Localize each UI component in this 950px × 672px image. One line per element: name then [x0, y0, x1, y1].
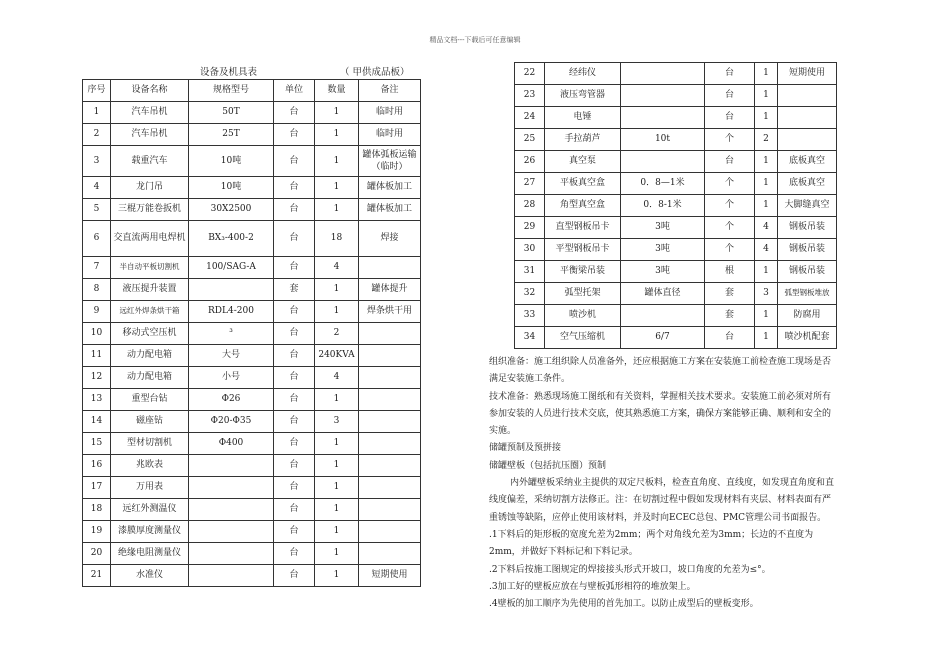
table-row — [83, 367, 421, 389]
cell-spec: 30X2500 — [189, 199, 274, 221]
cell-note: 罐体提升 — [359, 279, 421, 301]
cell-spec — [189, 477, 274, 499]
cell-note — [359, 477, 421, 499]
cell-note — [359, 521, 421, 543]
table-row — [515, 305, 837, 327]
table-row — [515, 217, 837, 239]
cell-no: 21 — [83, 565, 111, 587]
cell-note — [359, 367, 421, 389]
cell-unit: 台 — [705, 63, 755, 85]
cell-name: 交直流两用电焊机 — [111, 221, 189, 257]
cell-note: 大脚缝真空 — [778, 195, 837, 217]
table-row — [83, 477, 421, 499]
cell-no: 34 — [515, 327, 545, 349]
cell-spec: 3吨 — [621, 261, 705, 283]
column-header: 单位 — [274, 80, 315, 102]
cell-qty: 1 — [315, 521, 359, 543]
cell-qty: 1 — [315, 102, 359, 124]
cell-name: 磁座钻 — [111, 411, 189, 433]
body-paragraph: .2下料后按施工图规定的焊接接头形式开坡口，坡口角度的允差为≤°。 — [489, 564, 771, 575]
cell-no: 7 — [83, 257, 111, 279]
cell-name: 远红外焊条烘干箱 — [111, 301, 189, 323]
cell-qty: 1 — [315, 146, 359, 177]
cell-name: 喷沙机 — [545, 305, 621, 327]
cell-name: 液压弯管器 — [545, 85, 621, 107]
cell-qty: 1 — [315, 199, 359, 221]
cell-qty: 4 — [755, 217, 778, 239]
cell-unit: 套 — [274, 279, 315, 301]
cell-no: 2 — [83, 124, 111, 146]
table-row — [83, 257, 421, 279]
cell-spec: BX₃-400-2 — [189, 221, 274, 257]
cell-qty: 1 — [755, 327, 778, 349]
cell-qty: 1 — [315, 279, 359, 301]
table-row — [83, 345, 421, 367]
cell-unit: 台 — [274, 367, 315, 389]
cell-spec: 6/7 — [621, 327, 705, 349]
column-header: 序号 — [83, 80, 111, 102]
table-row — [515, 173, 837, 195]
cell-no: 25 — [515, 129, 545, 151]
cell-spec: 大号 — [189, 345, 274, 367]
cell-name: 水准仪 — [111, 565, 189, 587]
cell-no: 30 — [515, 239, 545, 261]
cell-note: 临时用 — [359, 102, 421, 124]
table-row — [83, 543, 421, 565]
cell-note: 焊条烘干用 — [359, 301, 421, 323]
cell-no: 6 — [83, 221, 111, 257]
cell-name: 龙门吊 — [111, 177, 189, 199]
cell-spec — [621, 305, 705, 327]
body-paragraph: .3加工好的壁板应放在与壁板弧形相符的堆放架上。 — [489, 581, 696, 592]
table-row — [83, 301, 421, 323]
table-row — [515, 85, 837, 107]
cell-name: 半自动平板切割机 — [111, 257, 189, 279]
cell-qty: 1 — [755, 173, 778, 195]
column-header: 规格型号 — [189, 80, 274, 102]
cell-note: 短期使用 — [359, 565, 421, 587]
cell-note: 临时用 — [359, 124, 421, 146]
cell-spec — [621, 63, 705, 85]
table-row — [83, 102, 421, 124]
cell-name: 真空泵 — [545, 151, 621, 173]
cell-spec: 小号 — [189, 367, 274, 389]
column-header: 数量 — [315, 80, 359, 102]
table-row — [83, 199, 421, 221]
cell-unit: 台 — [274, 565, 315, 587]
cell-note — [359, 345, 421, 367]
cell-no: 16 — [83, 455, 111, 477]
body-paragraph: .1下料后的矩形板的宽度允差为2mm；两个对角线允差为3mm；长边的不直度为2mm，并做好下料标记和下料记录。 — [489, 529, 814, 558]
column-header: 设备名称 — [111, 80, 189, 102]
cell-no: 5 — [83, 199, 111, 221]
cell-note: 钢板吊装 — [778, 217, 837, 239]
table-subtitle: （ 甲供成品板） — [340, 67, 410, 78]
cell-name: 弧型托架 — [545, 283, 621, 305]
cell-note — [778, 107, 837, 129]
cell-no: 33 — [515, 305, 545, 327]
cell-unit: 台 — [705, 85, 755, 107]
cell-name: 平板真空盒 — [545, 173, 621, 195]
cell-note — [778, 85, 837, 107]
table-row — [515, 283, 837, 305]
cell-unit: 台 — [274, 389, 315, 411]
cell-no: 31 — [515, 261, 545, 283]
cell-qty: 1 — [315, 389, 359, 411]
body-paragraph: 内外罐壁板采纳业主提供的双定尺板料，检查直角度、直线度，如发现直角度和直线度偏差，采纳切割方法修正。注：在切割过程中假如发现材料有夹层、材料表面有严重锈蚀等缺陷，应停止使用该材料，并及时向ECEC总包、PMC管理公司书面报告。 — [489, 478, 835, 523]
cell-name: 汽车吊机 — [111, 124, 189, 146]
cell-unit: 台 — [274, 177, 315, 199]
cell-qty: 4 — [315, 257, 359, 279]
cell-unit: 台 — [274, 345, 315, 367]
cell-spec — [189, 543, 274, 565]
cell-no: 28 — [515, 195, 545, 217]
cell-no: 1 — [83, 102, 111, 124]
cell-note: 钢板吊装 — [778, 239, 837, 261]
cell-name: 载重汽车 — [111, 146, 189, 177]
cell-qty: 2 — [315, 323, 359, 345]
cell-qty: 1 — [315, 543, 359, 565]
cell-spec: 100/SAG-A — [189, 257, 274, 279]
cell-qty: 1 — [755, 63, 778, 85]
cell-note: 罐体弧板运输（临时） — [359, 146, 421, 177]
table-row — [83, 433, 421, 455]
cell-spec: 3吨 — [621, 217, 705, 239]
cell-spec: 10吨 — [189, 177, 274, 199]
cell-no: 29 — [515, 217, 545, 239]
cell-unit: 个 — [705, 173, 755, 195]
cell-unit: 套 — [705, 283, 755, 305]
cell-spec: 50T — [189, 102, 274, 124]
cell-unit: 台 — [705, 107, 755, 129]
cell-qty: 1 — [315, 477, 359, 499]
cell-spec: Φ26 — [189, 389, 274, 411]
cell-spec — [621, 85, 705, 107]
cell-unit: 台 — [274, 199, 315, 221]
cell-note — [359, 323, 421, 345]
table-row — [515, 63, 837, 85]
cell-no: 19 — [83, 521, 111, 543]
table-row — [83, 221, 421, 257]
cell-no: 24 — [515, 107, 545, 129]
cell-name: 经纬仪 — [545, 63, 621, 85]
cell-note: 底板真空 — [778, 173, 837, 195]
cell-no: 17 — [83, 477, 111, 499]
cell-name: 角型真空盒 — [545, 195, 621, 217]
table-row — [83, 499, 421, 521]
body-paragraph: .4壁板的加工顺序为先使用的首先加工。以防止成型后的壁板变形。 — [489, 599, 759, 610]
cell-unit: 个 — [705, 195, 755, 217]
cell-qty: 3 — [755, 283, 778, 305]
cell-name: 动力配电箱 — [111, 367, 189, 389]
cell-unit: 台 — [274, 499, 315, 521]
cell-spec: 25T — [189, 124, 274, 146]
cell-qty: 1 — [315, 565, 359, 587]
cell-qty: 1 — [315, 177, 359, 199]
cell-no: 15 — [83, 433, 111, 455]
cell-no: 9 — [83, 301, 111, 323]
cell-spec: 0．8-1米 — [621, 195, 705, 217]
cell-spec: ³ — [189, 323, 274, 345]
cell-unit: 台 — [705, 151, 755, 173]
cell-spec: 0．8—1米 — [621, 173, 705, 195]
cell-qty: 1 — [315, 301, 359, 323]
header-note: 精品文档---下载后可任意编辑 — [429, 36, 521, 44]
cell-note — [359, 433, 421, 455]
cell-qty: 1 — [315, 499, 359, 521]
cell-spec: 10t — [621, 129, 705, 151]
cell-note: 短期使用 — [778, 63, 837, 85]
table-row — [515, 261, 837, 283]
cell-spec: Φ400 — [189, 433, 274, 455]
table-header-row — [83, 80, 421, 102]
cell-unit: 个 — [705, 217, 755, 239]
cell-note — [778, 129, 837, 151]
cell-no: 13 — [83, 389, 111, 411]
cell-note — [359, 499, 421, 521]
cell-note — [359, 257, 421, 279]
cell-unit: 个 — [705, 129, 755, 151]
cell-spec: RDL4-200 — [189, 301, 274, 323]
table-row — [515, 129, 837, 151]
cell-name: 直型钢板吊卡 — [545, 217, 621, 239]
cell-unit: 台 — [274, 102, 315, 124]
cell-unit: 台 — [274, 455, 315, 477]
cell-name: 空气压缩机 — [545, 327, 621, 349]
cell-spec — [189, 521, 274, 543]
cell-qty: 1 — [755, 85, 778, 107]
cell-unit: 台 — [274, 477, 315, 499]
cell-no: 11 — [83, 345, 111, 367]
cell-qty: 1 — [315, 455, 359, 477]
cell-unit: 台 — [274, 257, 315, 279]
cell-spec — [189, 565, 274, 587]
table-row — [83, 124, 421, 146]
cell-unit: 台 — [274, 221, 315, 257]
cell-qty: 4 — [315, 367, 359, 389]
table-title-row — [82, 64, 420, 78]
table-row — [515, 195, 837, 217]
cell-note: 弧型钢板堆放 — [778, 283, 837, 305]
cell-qty: 1 — [755, 305, 778, 327]
cell-name: 万用表 — [111, 477, 189, 499]
cell-note — [359, 411, 421, 433]
cell-spec — [189, 499, 274, 521]
cell-no: 32 — [515, 283, 545, 305]
table-row — [83, 279, 421, 301]
cell-note: 防腐用 — [778, 305, 837, 327]
cell-no: 23 — [515, 85, 545, 107]
cell-spec: Φ20-Φ35 — [189, 411, 274, 433]
table-row — [83, 521, 421, 543]
cell-unit: 台 — [274, 301, 315, 323]
body-text — [489, 354, 839, 613]
cell-no: 14 — [83, 411, 111, 433]
table-row — [83, 146, 421, 177]
cell-qty: 1 — [755, 261, 778, 283]
cell-no: 10 — [83, 323, 111, 345]
cell-name: 漆膜厚度测量仪 — [111, 521, 189, 543]
cell-no: 18 — [83, 499, 111, 521]
cell-note — [359, 455, 421, 477]
cell-no: 26 — [515, 151, 545, 173]
cell-no: 20 — [83, 543, 111, 565]
table-row — [83, 455, 421, 477]
cell-name: 手拉葫芦 — [545, 129, 621, 151]
cell-no: 27 — [515, 173, 545, 195]
cell-unit: 台 — [274, 323, 315, 345]
cell-no: 3 — [83, 146, 111, 177]
table-row — [83, 389, 421, 411]
cell-name: 型材切割机 — [111, 433, 189, 455]
body-paragraph: 储罐壁板（包括抗压圈）预制 — [489, 460, 607, 471]
cell-unit: 个 — [705, 239, 755, 261]
cell-qty: 1 — [755, 107, 778, 129]
cell-qty: 1 — [315, 433, 359, 455]
cell-unit: 台 — [274, 124, 315, 146]
table-row — [83, 565, 421, 587]
cell-name: 动力配电箱 — [111, 345, 189, 367]
cell-name: 汽车吊机 — [111, 102, 189, 124]
cell-note: 底板真空 — [778, 151, 837, 173]
table-row — [83, 177, 421, 199]
cell-name: 绝缘电阻测量仪 — [111, 543, 189, 565]
cell-name: 平衡梁吊装 — [545, 261, 621, 283]
cell-note: 喷沙机配套 — [778, 327, 837, 349]
cell-qty: 4 — [755, 239, 778, 261]
cell-note — [359, 543, 421, 565]
cell-spec: 3吨 — [621, 239, 705, 261]
equipment-table-right — [514, 62, 837, 349]
cell-name: 三棍万能卷扳机 — [111, 199, 189, 221]
cell-unit: 台 — [274, 146, 315, 177]
cell-name: 远红外测温仪 — [111, 499, 189, 521]
cell-qty: 2 — [755, 129, 778, 151]
cell-unit: 根 — [705, 261, 755, 283]
cell-name: 兆欧表 — [111, 455, 189, 477]
cell-name: 液压提升装置 — [111, 279, 189, 301]
cell-unit: 台 — [274, 433, 315, 455]
table-row — [515, 239, 837, 261]
cell-qty: 240KVA — [315, 345, 359, 367]
table-row — [83, 323, 421, 345]
cell-qty: 1 — [755, 195, 778, 217]
cell-spec — [621, 151, 705, 173]
body-paragraph: 组织准备：施工组织除人员准备外，还应根据施工方案在安装施工前检查施工现场是否满足安装施工条件。 — [489, 357, 832, 385]
table-row — [515, 327, 837, 349]
cell-name: 移动式空压机 — [111, 323, 189, 345]
cell-unit: 台 — [274, 543, 315, 565]
cell-qty: 18 — [315, 221, 359, 257]
cell-no: 8 — [83, 279, 111, 301]
table-title: 设备及机具表 — [200, 67, 258, 78]
cell-spec — [621, 107, 705, 129]
column-header: 备注 — [359, 80, 421, 102]
cell-qty: 1 — [755, 151, 778, 173]
cell-name: 平型钢板吊卡 — [545, 239, 621, 261]
cell-no: 4 — [83, 177, 111, 199]
cell-qty: 1 — [315, 124, 359, 146]
cell-unit: 台 — [705, 327, 755, 349]
cell-note: 焊接 — [359, 221, 421, 257]
table-row — [83, 411, 421, 433]
cell-no: 12 — [83, 367, 111, 389]
cell-no: 22 — [515, 63, 545, 85]
cell-note — [359, 389, 421, 411]
cell-unit: 套 — [705, 305, 755, 327]
cell-name: 重型台钻 — [111, 389, 189, 411]
cell-spec: 罐体直径 — [621, 283, 705, 305]
cell-unit: 台 — [274, 411, 315, 433]
cell-spec — [189, 279, 274, 301]
table-row — [515, 107, 837, 129]
cell-note: 钢板吊装 — [778, 261, 837, 283]
cell-spec — [189, 455, 274, 477]
cell-spec: 10吨 — [189, 146, 274, 177]
cell-note: 罐体板加工 — [359, 199, 421, 221]
equipment-table-left — [82, 79, 421, 587]
cell-note: 罐体板加工 — [359, 177, 421, 199]
body-paragraph: 技术准备：熟悉现场施工图纸和有关资料，掌握相关技术要求。安装施工前必须对所有参加安装的人员进行技术交底，使其熟悉施工方案，确保方案能够正确、顺利和安全的实施。 — [489, 391, 832, 437]
table-row — [515, 151, 837, 173]
cell-qty: 3 — [315, 411, 359, 433]
cell-name: 电锤 — [545, 107, 621, 129]
body-paragraph: 储罐预制及预拼接 — [489, 443, 562, 454]
cell-unit: 台 — [274, 521, 315, 543]
